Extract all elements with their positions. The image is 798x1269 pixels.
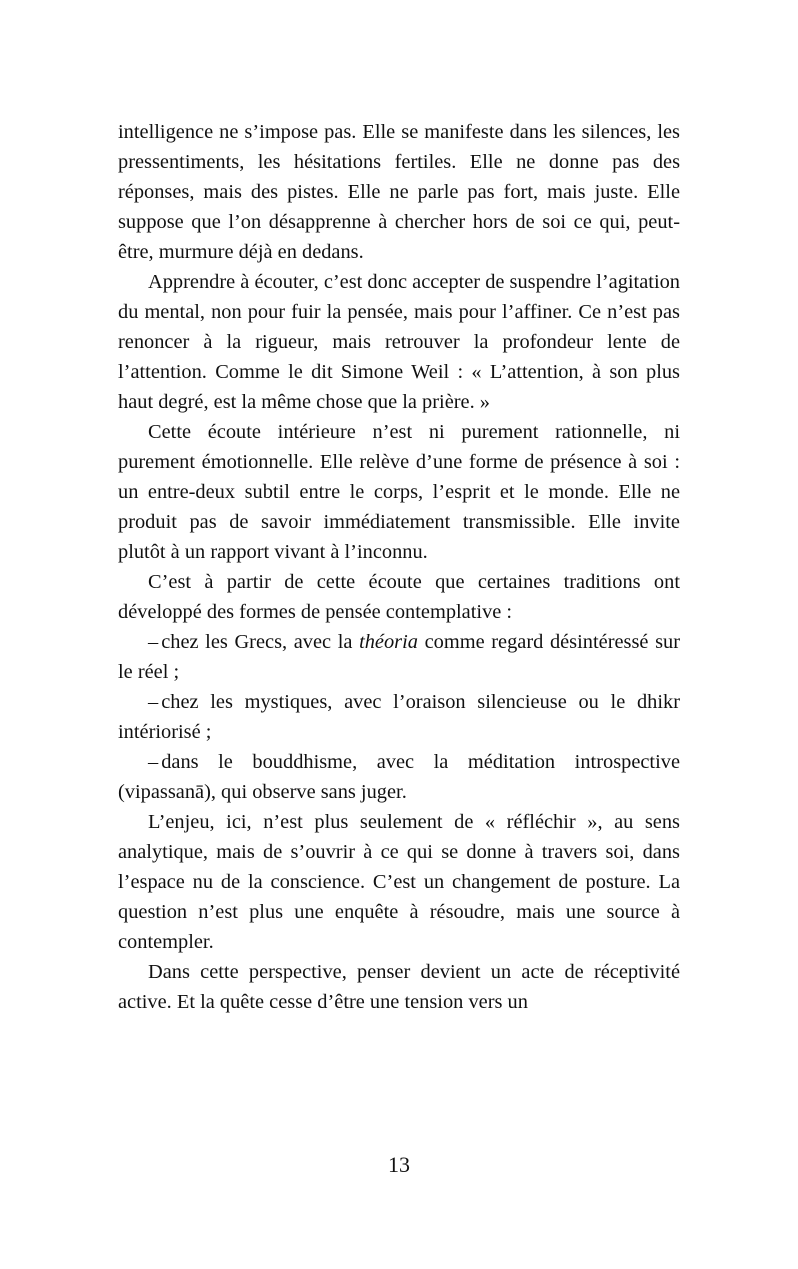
list-dash: – xyxy=(148,691,159,713)
list-dash: – xyxy=(148,751,159,773)
paragraph-continuation: intelligence ne s’impose pas. Elle se manifeste dans les silences, les pressentiments, les hésitations fertiles. Elle ne donne pas des réponses, mais des pistes. Elle ne parle pas fort, mais juste. Elle suppose que l’on désapprenne à chercher hors de soi ce qui, peut-être, murmure déjà en dedans. xyxy=(118,121,680,263)
paragraph-stakes: L’enjeu, ici, n’est plus seulement de « réfléchir », au sens analytique, mais de s’ouvrir à ce qui se donne à travers soi, dans l’espace nu de la conscience. C’est un changement de posture. La question n’est plus une enquête à résoudre, mais une source à contempler. xyxy=(118,811,680,953)
book-page-body xyxy=(118,117,680,1017)
list-item-italic-term: théoria xyxy=(359,631,418,653)
list-item-buddhism xyxy=(118,747,680,807)
list-item-text: chez les mystiques, avec l’oraison silencieuse ou le dhikr intériorisé ; xyxy=(118,691,680,743)
list-item-text: dans le bouddhisme, avec la méditation introspective (vipassanā), qui observe sans juger. xyxy=(118,751,680,803)
list-item-greeks xyxy=(118,627,680,687)
list-dash: – xyxy=(148,631,159,653)
paragraph-perspective: Dans cette perspective, penser devient un acte de réceptivité active. Et la quête cesse d’être une tension vers un xyxy=(118,961,680,1013)
list-item-text-after: comme regard désintéressé sur le réel ; xyxy=(118,631,681,683)
page-number: 13 xyxy=(388,1152,410,1177)
paragraph-traditions-intro: C’est à partir de cette écoute que certaines traditions ont développé des formes de pensée contemplative : xyxy=(118,571,680,623)
paragraph-listening: Apprendre à écouter, c’est donc accepter de suspendre l’agitation du mental, non pour fuir la pensée, mais pour l’affiner. Ce n’est pas renoncer à la rigueur, mais retrouver la profondeur lente de l’attention. Comme le dit Simone Weil : « L’attention, à son plus haut degré, est la même chose que la prière. » xyxy=(118,271,680,413)
list-item-mystics xyxy=(118,687,680,747)
paragraph-inner-listening: Cette écoute intérieure n’est ni purement rationnelle, ni purement émotionnelle. Elle relève d’une forme de présence à soi : un entre-deux subtil entre le corps, l’esprit et le monde. Elle ne produit pas de savoir immédiatement transmissible. Elle invite plutôt à un rapport vivant à l’inconnu. xyxy=(118,421,680,563)
list-item-text: chez les Grecs, avec la xyxy=(161,631,360,653)
